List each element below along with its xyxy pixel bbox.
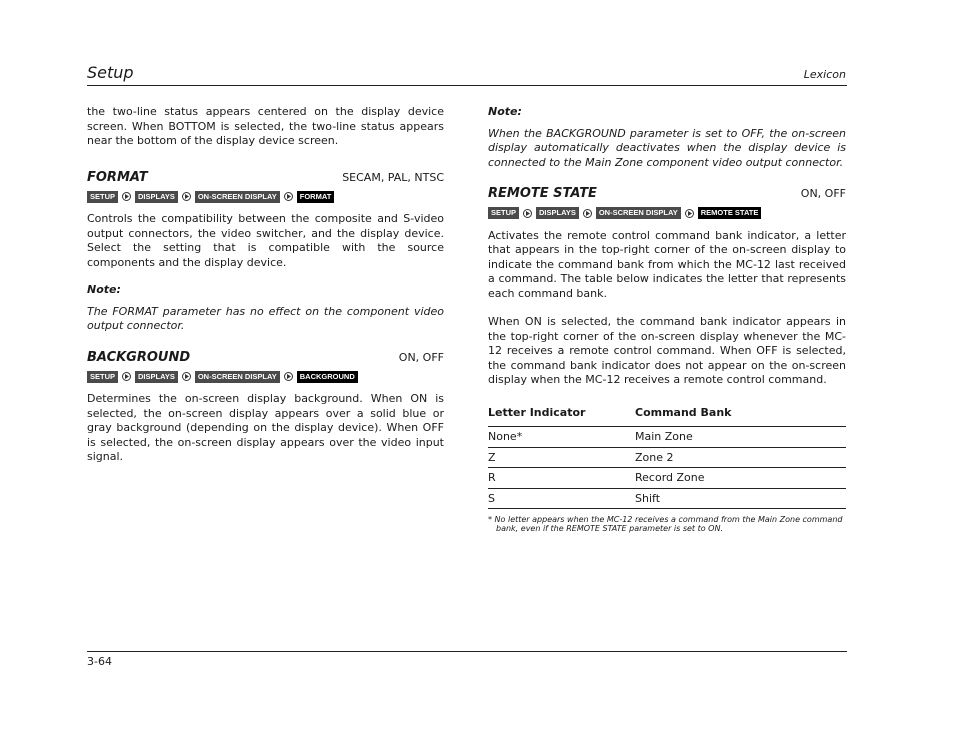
format-description: Controls the compatibility between the composite and S-video output connectors, the video switcher, and the display device. Select the setting that is compatible with the source components and the display device. (87, 212, 444, 269)
menu-path-format: FORMAT (297, 191, 335, 203)
format-note-label: Note: (87, 283, 121, 296)
table-cell-bank: Main Zone (635, 427, 846, 448)
background-note-text: When the BACKGROUND parameter is set to OFF, the on-screen display automatically deactivates when the display device is connected to the Main Zone component video output connector. (488, 126, 846, 169)
menu-path-displays: DISPLAYS (536, 207, 579, 219)
menu-path-on-screen-display: ON-SCREEN DISPLAY (195, 371, 280, 383)
format-note-text: The FORMAT parameter has no effect on the component video output connector. (87, 304, 444, 332)
arrow-right-icon (583, 208, 592, 219)
command-bank-table (488, 406, 846, 510)
menu-path-setup: SETUP (87, 191, 118, 203)
page-header-title: Setup (87, 63, 134, 82)
menu-path-setup: SETUP (87, 371, 118, 383)
table-cell-letter: S (488, 488, 635, 509)
arrow-right-icon (685, 208, 694, 219)
menu-path-displays: DISPLAYS (135, 371, 178, 383)
remote-state-description-2: When ON is selected, the command bank indicator appears in the top-right corner of the on-screen display whenever the MC-12 receives a remote control command. When OFF is selected, the command bank indicator does not appear on the on-screen display when the MC-12 receives a remote control command. (488, 315, 846, 386)
arrow-right-icon (182, 191, 191, 202)
column-header-letter: Letter Indicator (488, 406, 635, 427)
format-heading (87, 171, 444, 186)
remote-state-menu-path (488, 207, 846, 220)
arrow-right-icon (182, 371, 191, 382)
table-row (488, 468, 846, 489)
background-description: Determines the on-screen display background. When ON is selected, the on-screen display appears over a solid blue or gray background (depending on the display device). When OFF is selected, the on-screen display appears over the video input signal. (87, 392, 444, 463)
format-menu-path (87, 190, 444, 203)
format-values: SECAM, PAL, NTSC (342, 170, 444, 184)
column-header-bank: Command Bank (635, 406, 846, 427)
table-cell-bank: Shift (635, 488, 846, 509)
table-header-row (488, 406, 846, 427)
table-row (488, 488, 846, 509)
table-cell-bank: Record Zone (635, 468, 846, 489)
page-header-brand: Lexicon (803, 68, 846, 81)
table-row (488, 447, 846, 468)
table-cell-letter: Z (488, 447, 635, 468)
format-title: FORMAT (87, 169, 148, 185)
arrow-right-icon (122, 371, 131, 382)
table-cell-letter: None* (488, 427, 635, 448)
table-footnote: * No letter appears when the MC-12 receives a command from the Main Zone command bank, even if the REMOTE STATE parameter is set to ON. (488, 515, 843, 533)
background-menu-path (87, 370, 444, 383)
background-values: ON, OFF (398, 350, 444, 364)
arrow-right-icon (122, 191, 131, 202)
arrow-right-icon (523, 208, 532, 219)
menu-path-remote-state: REMOTE STATE (698, 207, 762, 219)
page-number: 3-64 (87, 655, 112, 668)
menu-path-on-screen-display: ON-SCREEN DISPLAY (596, 207, 681, 219)
remote-state-description-1: Activates the remote control command bank indicator, a letter that appears in the top-right corner of the on-screen display to indicate the command bank from which the MC-12 last received a command. The table below indicates the letter that represents each command bank. (488, 228, 846, 300)
background-title: BACKGROUND (87, 349, 191, 365)
background-heading (87, 351, 444, 366)
header-rule (87, 85, 847, 86)
remote-state-values: ON, OFF (800, 187, 846, 200)
intro-paragraph: the two-line status appears centered on the display device screen. When BOTTOM is selected, the two-line status appears near the bottom of the display device screen. (87, 105, 444, 147)
menu-path-background: BACKGROUND (297, 371, 358, 383)
footer-rule (87, 651, 847, 652)
table-cell-letter: R (488, 468, 635, 489)
right-column (488, 105, 846, 533)
menu-path-displays: DISPLAYS (135, 191, 178, 203)
left-column (87, 105, 444, 465)
table-row (488, 427, 846, 448)
background-note-label: Note: (488, 105, 522, 118)
table-cell-bank: Zone 2 (635, 447, 846, 468)
menu-path-setup: SETUP (488, 207, 519, 219)
arrow-right-icon (284, 191, 293, 202)
remote-state-title: REMOTE STATE (488, 186, 597, 201)
remote-state-heading (488, 187, 846, 202)
menu-path-on-screen-display: ON-SCREEN DISPLAY (195, 191, 280, 203)
arrow-right-icon (284, 371, 293, 382)
